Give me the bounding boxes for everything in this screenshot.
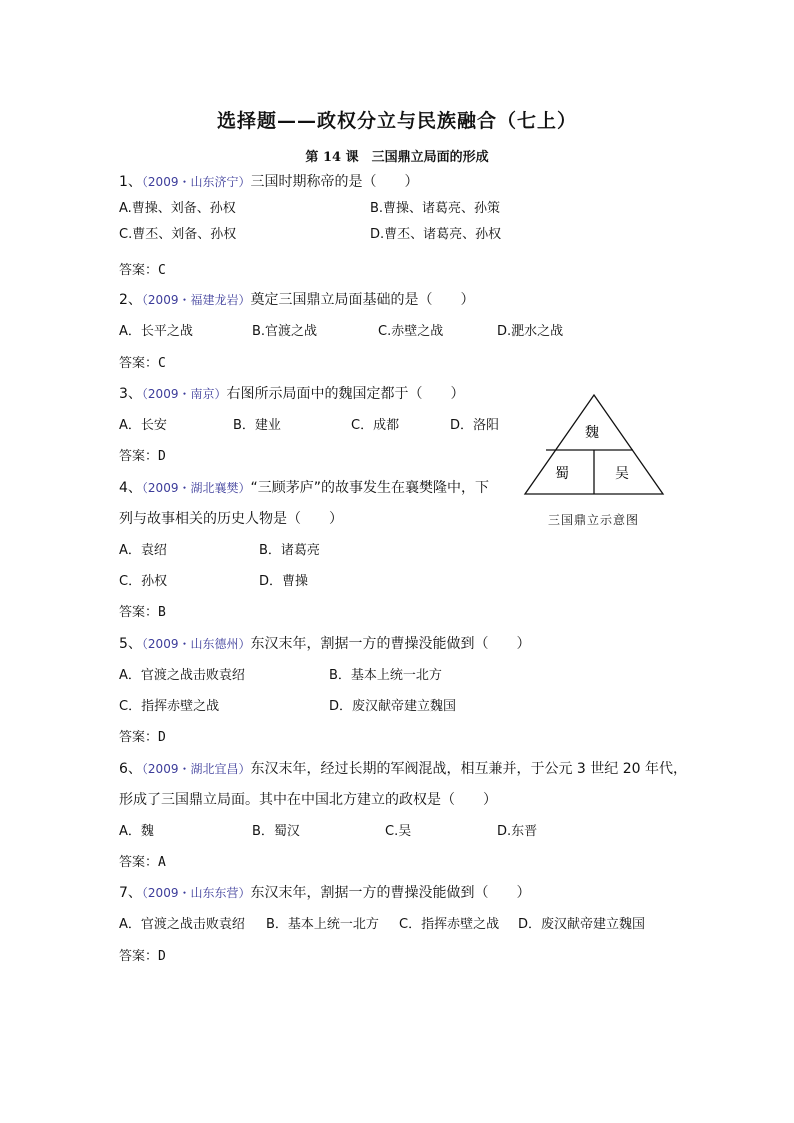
question-text: 东汉末年，经过长期的军阀混战，相互兼并，于公元 3 世纪 20 年代， [250, 761, 687, 777]
answer: 答案：D [119, 730, 166, 745]
option-a: A．袁绍 [119, 543, 167, 558]
question-source: （2009・湖北宜昌） [141, 762, 251, 776]
option-a: A．官渡之战击败袁绍 [119, 917, 245, 932]
option-d: D．洛阳 [450, 418, 500, 433]
question-number: 2、 [119, 292, 142, 308]
question-text: 东汉末年，割据一方的曹操没能做到（ ） [250, 636, 531, 652]
question-6-stem-continued: 形成了三国鼎立局面。其中在中国北方建立的政权是（ ） [119, 792, 497, 808]
option-b: B．蜀汉 [252, 824, 300, 839]
answer: 答案：A [119, 855, 166, 870]
question-4-stem-continued: 列与故事相关的历史人物是（ ） [119, 511, 343, 527]
question-1-stem [119, 171, 418, 191]
option-a: A.曹操、刘备、孙权 [119, 201, 236, 216]
answer: 答案：C [119, 356, 166, 371]
option-a: A．长平之战 [119, 324, 193, 339]
option-d: D．废汉献帝建立魏国 [329, 699, 457, 714]
option-c: C.吴 [385, 824, 412, 839]
option-b: B.官渡之战 [252, 324, 318, 339]
option-b: B.曹操、诸葛亮、孙策 [370, 201, 501, 216]
question-number: 1、 [119, 174, 142, 190]
question-source: （2009・山东济宁） [141, 175, 251, 189]
option-a: A．长安 [119, 418, 167, 433]
question-3-stem [119, 383, 464, 403]
option-d: D.东晋 [497, 824, 538, 839]
question-source: （2009・湖北襄樊） [141, 481, 251, 495]
question-text: 奠定三国鼎立局面基础的是（ ） [250, 292, 475, 308]
option-d: D．废汉献帝建立魏国 [518, 917, 646, 932]
question-number: 5、 [119, 636, 142, 652]
question-text: “三顾茅庐”的故事发生在襄樊隆中，下 [250, 480, 489, 496]
diagram-label-wu: 吴 [615, 466, 629, 482]
option-a: A．魏 [119, 824, 154, 839]
answer: 答案：D [119, 449, 166, 464]
question-number: 6、 [119, 761, 142, 777]
diagram-label-wei: 魏 [585, 425, 599, 441]
option-b: B．建业 [233, 418, 281, 433]
diagram-caption: 三国鼎立示意图 [548, 513, 640, 527]
option-c: C．指挥赤壁之战 [119, 699, 220, 714]
option-b: B．基本上统一北方 [329, 668, 442, 683]
question-source: （2009・南京） [141, 387, 227, 401]
question-5-stem [119, 633, 530, 653]
question-source: （2009・山东东营） [141, 886, 251, 900]
option-b: B．基本上统一北方 [266, 917, 379, 932]
option-d: D.曹丕、诸葛亮、孙权 [370, 227, 502, 242]
option-c: C.赤壁之战 [378, 324, 444, 339]
question-6-stem [119, 758, 687, 778]
question-source: （2009・福建龙岩） [141, 293, 251, 307]
answer: 答案：D [119, 949, 166, 964]
question-number: 4、 [119, 480, 142, 496]
question-2-stem [119, 289, 474, 309]
option-c: C.曹丕、刘备、孙权 [119, 227, 237, 242]
option-c: C．指挥赤壁之战 [399, 917, 500, 932]
option-c: C．成都 [351, 418, 400, 433]
question-number: 7、 [119, 885, 142, 901]
diagram-label-shu: 蜀 [555, 466, 569, 482]
answer: 答案：B [119, 605, 166, 620]
three-kingdoms-diagram [522, 393, 666, 501]
question-number: 3、 [119, 386, 142, 402]
question-text: 三国时期称帝的是（ ） [250, 174, 419, 190]
question-4-stem [119, 477, 489, 497]
question-source: （2009・山东德州） [141, 637, 251, 651]
question-7-stem [119, 882, 530, 902]
question-text: 右图所示局面中的魏国定都于（ ） [226, 386, 465, 402]
option-c: C．孙权 [119, 574, 168, 589]
lesson-subtitle: 第 14 课 三国鼎立局面的形成 [305, 150, 489, 165]
answer: 答案：C [119, 263, 166, 278]
question-text: 东汉末年，割据一方的曹操没能做到（ ） [250, 885, 531, 901]
option-a: A．官渡之战击败袁绍 [119, 668, 245, 683]
option-d: D．曹操 [259, 574, 309, 589]
option-d: D.淝水之战 [497, 324, 564, 339]
page-title: 选择题——政权分立与民族融合（七上） [216, 110, 577, 132]
option-b: B．诸葛亮 [259, 543, 320, 558]
